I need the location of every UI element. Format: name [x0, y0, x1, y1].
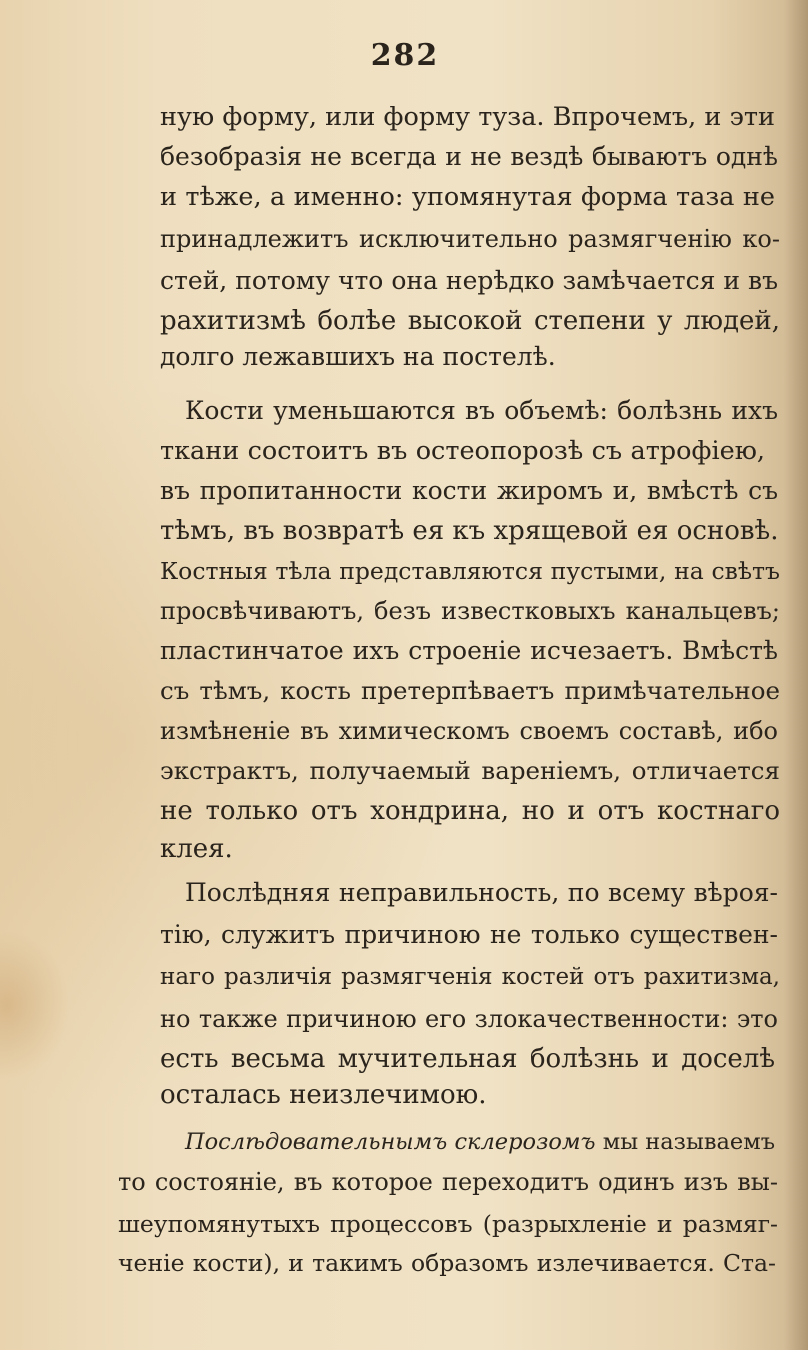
- paragraph-3-line-1: Послѣдняя неправильность, по всему вѣроя-: [185, 878, 778, 907]
- page-number: 282: [370, 38, 440, 73]
- paragraph-2-line-2: ткани состоитъ въ остеопорозѣ съ атрофіею,: [160, 436, 765, 466]
- paragraph-1-line-2: безобразія не всегда и не вездѣ бываютъ однѣ: [160, 142, 778, 171]
- paragraph-3-line-5: есть весьма мучительная болѣзнь и доселѣ: [160, 1044, 775, 1074]
- paragraph-2-line-3: въ пропитанности кости жиромъ и, вмѣстѣ съ: [160, 476, 778, 505]
- paragraph-4-line-2: то состояніе, въ которое переходитъ одинъ изъ вы-: [118, 1168, 778, 1196]
- paragraph-1-line-3: и тѣже, а именно: упомянутая форма таза не: [160, 182, 775, 212]
- paragraph-2-line-10: экстрактъ, получаемый вареніемъ, отличается: [160, 756, 780, 785]
- paragraph-1-line-5: стей, потому что она нерѣдко замѣчается и въ: [160, 266, 778, 295]
- paragraph-3-line-4: но также причиною его злокачественности: это: [160, 1005, 778, 1033]
- paragraph-4-line-1: [185, 1122, 778, 1162]
- paragraph-3-line-2: тію, служитъ причиною не только существен-: [160, 920, 778, 949]
- paragraph-2-line-1: Кости уменьшаются въ объемѣ: болѣзнь ихъ: [185, 396, 778, 425]
- paragraph-1-line-6: рахитизмѣ болѣе высокой степени у людей,: [160, 306, 780, 336]
- paragraph-2-line-8: съ тѣмъ, кость претерпѣваетъ примѣчательное: [160, 676, 780, 705]
- paragraph-4-line-4: ченіе кости), и такимъ образомъ излечивается. Ста-: [118, 1249, 776, 1277]
- paragraph-1-line-4: принадлежитъ исключительно размягченію ко-: [160, 225, 780, 253]
- paragraph-4-line-1-rest: мы называемъ: [595, 1129, 776, 1155]
- paragraph-2-line-4: тѣмъ, въ возвратѣ ея къ хрящевой ея основѣ.: [160, 516, 779, 546]
- paper-stain: [0, 930, 70, 1080]
- paragraph-2-line-11: не только отъ хондрина, но и отъ костнаго: [160, 796, 780, 826]
- paragraph-2-line-5: Костныя тѣла представляются пустыми, на свѣтъ: [160, 557, 780, 585]
- paragraph-3-line-6: осталась неизлечимою.: [160, 1080, 487, 1110]
- paragraph-4-line-3: шеупомянутыхъ процессовъ (разрыхленіе и размяг-: [118, 1210, 778, 1238]
- paragraph-1-line-7: долго лежавшихъ на постелѣ.: [160, 342, 556, 371]
- page-binding-shadow: [784, 0, 808, 1350]
- paragraph-2-line-12: клея.: [160, 834, 233, 864]
- paragraph-2-line-9: измѣненіе въ химическомъ своемъ составѣ, ибо: [160, 717, 778, 745]
- paragraph-3-line-3: наго различія размягченія костей отъ рахитизма,: [160, 964, 780, 990]
- paragraph-2-line-6: просвѣчиваютъ, безъ известковыхъ канальцевъ;: [160, 597, 780, 625]
- paragraph-1-line-1: ную форму, или форму туза. Впрочемъ, и эти: [160, 102, 775, 132]
- paragraph-2-line-7: пластинчатое ихъ строеніе исчезаетъ. Вмѣстѣ: [160, 636, 778, 665]
- italic-term: Послѣдовательнымъ склерозомъ: [185, 1129, 596, 1155]
